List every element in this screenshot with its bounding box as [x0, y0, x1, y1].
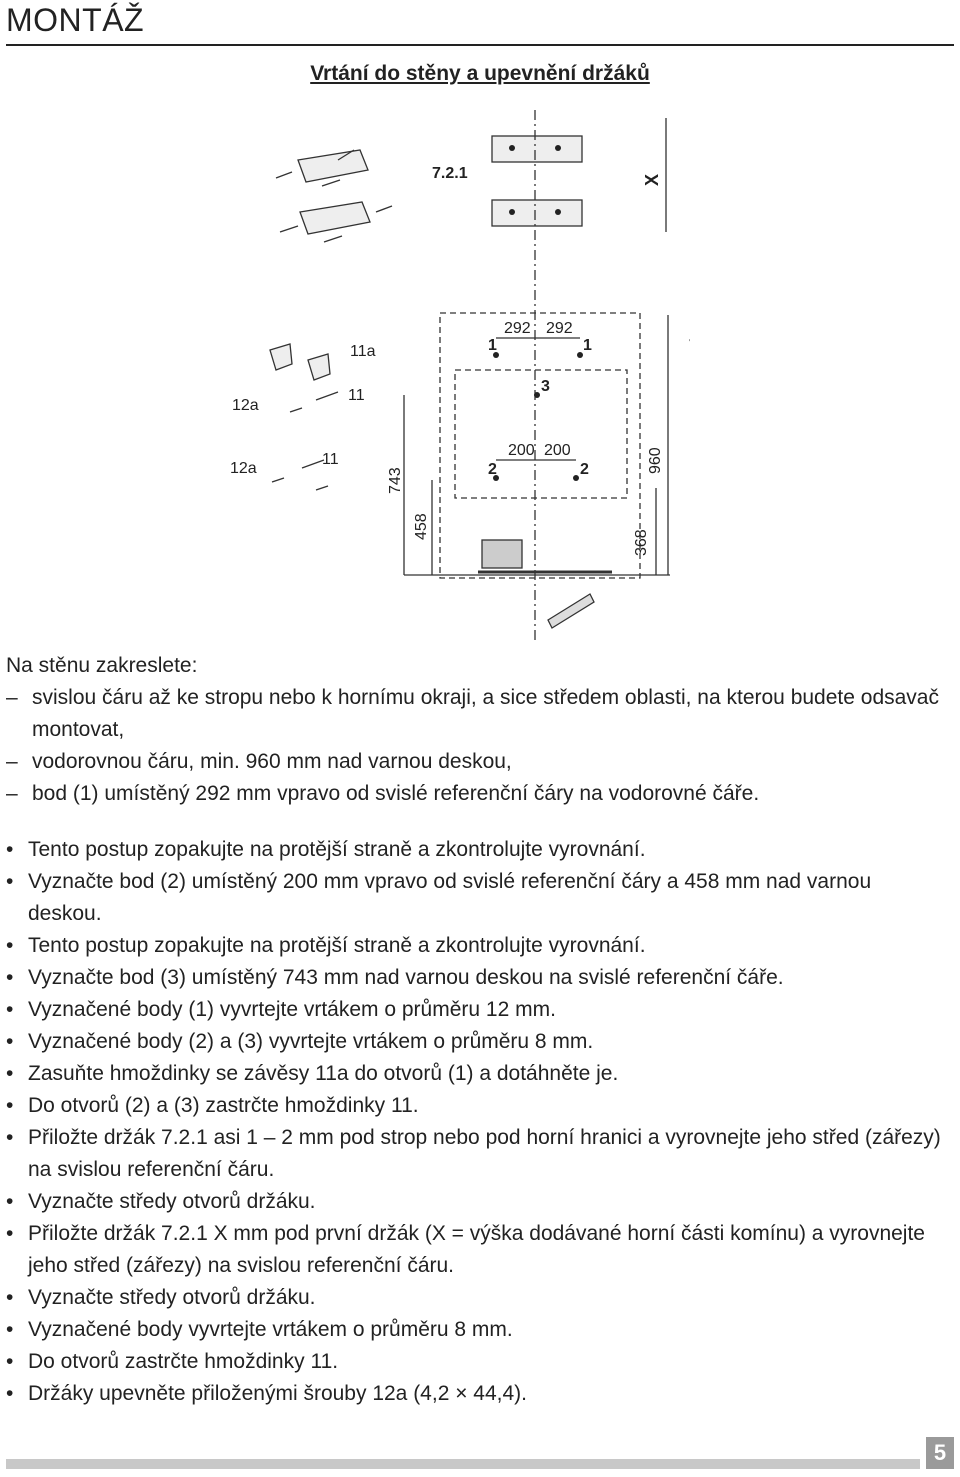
- footer-rule: [6, 1459, 920, 1469]
- dim-368: 368: [633, 529, 650, 556]
- dim-200-left: 200: [508, 442, 535, 459]
- dash-item: – bod (1) umístěný 292 mm vpravo od svislé referenční čáry na vodorovné čáře.: [6, 778, 946, 810]
- bullet-item: • Držáky upevněte přiloženými šrouby 12a (4,2 × 44,4).: [6, 1378, 946, 1410]
- point-2-left: 2: [488, 461, 497, 478]
- dim-458: 458: [413, 513, 430, 540]
- label-12a-top: 12a: [232, 397, 259, 414]
- point-1-left: 1: [488, 337, 497, 354]
- section-title: MONTÁŽ: [6, 2, 145, 38]
- bullet-item: • Do otvorů zastrčte hmoždinky 11.: [6, 1346, 946, 1378]
- hook-icon: [270, 344, 330, 380]
- bullet-list: [6, 834, 946, 1410]
- bullet-item: • Přiložte držák 7.2.1 asi 1 – 2 mm pod strop nebo pod horní hranici a vyrovnejte jeho střed (zářezy) na svislou referenční čáru.: [6, 1122, 946, 1186]
- bullet-item: • Vyznačte bod (2) umístěný 200 mm vpravo od svislé referenční čáry a 458 mm nad varnou deskou.: [6, 866, 946, 930]
- installation-diagram: [210, 100, 690, 640]
- subtitle-text: Vrtání do stěny a upevnění držáků: [310, 62, 650, 85]
- intro-text: Na stěnu zakreslete:: [6, 654, 198, 677]
- page-subtitle: [0, 62, 960, 86]
- dash-list: [6, 682, 946, 810]
- dim-292-right: 292: [546, 320, 573, 337]
- wall-bracket-upper-icon: [492, 136, 582, 226]
- dash-item: – vodorovnou čáru, min. 960 mm nad varnou deskou,: [6, 746, 946, 778]
- point-1-right: 1: [583, 337, 592, 354]
- bullet-item: • Vyznačené body (2) a (3) vyvrtejte vrtákem o průměru 8 mm.: [6, 1026, 946, 1058]
- label-12a-bottom: 12a: [230, 460, 257, 477]
- bullet-item: • Do otvorů (2) a (3) zastrčte hmoždinky 11.: [6, 1090, 946, 1122]
- point-2-right: 2: [580, 461, 589, 478]
- instructions: [6, 650, 946, 1410]
- dim-200-right: 200: [544, 442, 571, 459]
- bracket-part-icon: [276, 150, 392, 242]
- dim-743: 743: [387, 467, 404, 494]
- bullet-item: • Tento postup zopakujte na protější straně a zkontrolujte vyrovnání.: [6, 930, 946, 962]
- dim-960: 960: [647, 447, 664, 474]
- bracket-ref-label: 7.2.1: [432, 165, 468, 182]
- header-rule: [6, 44, 954, 46]
- bullet-item: • Vyznačte bod (3) umístěný 743 mm nad varnou deskou na svislé referenční čáře.: [6, 962, 946, 994]
- bullet-item: • Vyznačené body (1) vyvrtejte vrtákem o průměru 12 mm.: [6, 994, 946, 1026]
- dash-item: – svislou čáru až ke stropu nebo k hornímu okraji, a sice středem oblasti, na kterou budete odsavač montovat,: [6, 682, 946, 746]
- bullet-item: • Zasuňte hmoždinky se závěsy 11a do otvorů (1) a dotáhněte je.: [6, 1058, 946, 1090]
- label-11a: 11a: [350, 343, 376, 360]
- bullet-item: • Vyznačte středy otvorů držáku.: [6, 1282, 946, 1314]
- bullet-item: • Vyznačte středy otvorů držáku.: [6, 1186, 946, 1218]
- x-label: X: [642, 173, 662, 186]
- bullet-item: • Přiložte držák 7.2.1 X mm pod první držák (X = výška dodávané horní části komínu) a vyrovnejte jeho střed (zářezy) na svislou referenční čáru.: [6, 1218, 946, 1282]
- bullet-item: • Vyznačené body vyvrtejte vrtákem o průměru 8 mm.: [6, 1314, 946, 1346]
- bullet-item: • Tento postup zopakujte na protější straně a zkontrolujte vyrovnání.: [6, 834, 946, 866]
- point-3: 3: [541, 378, 550, 395]
- page-number: 5: [926, 1437, 954, 1469]
- dim-292-left: 292: [504, 320, 531, 337]
- label-11-top: 11: [348, 387, 365, 404]
- label-11-bottom: 11: [322, 451, 339, 468]
- page-header: [0, 0, 960, 48]
